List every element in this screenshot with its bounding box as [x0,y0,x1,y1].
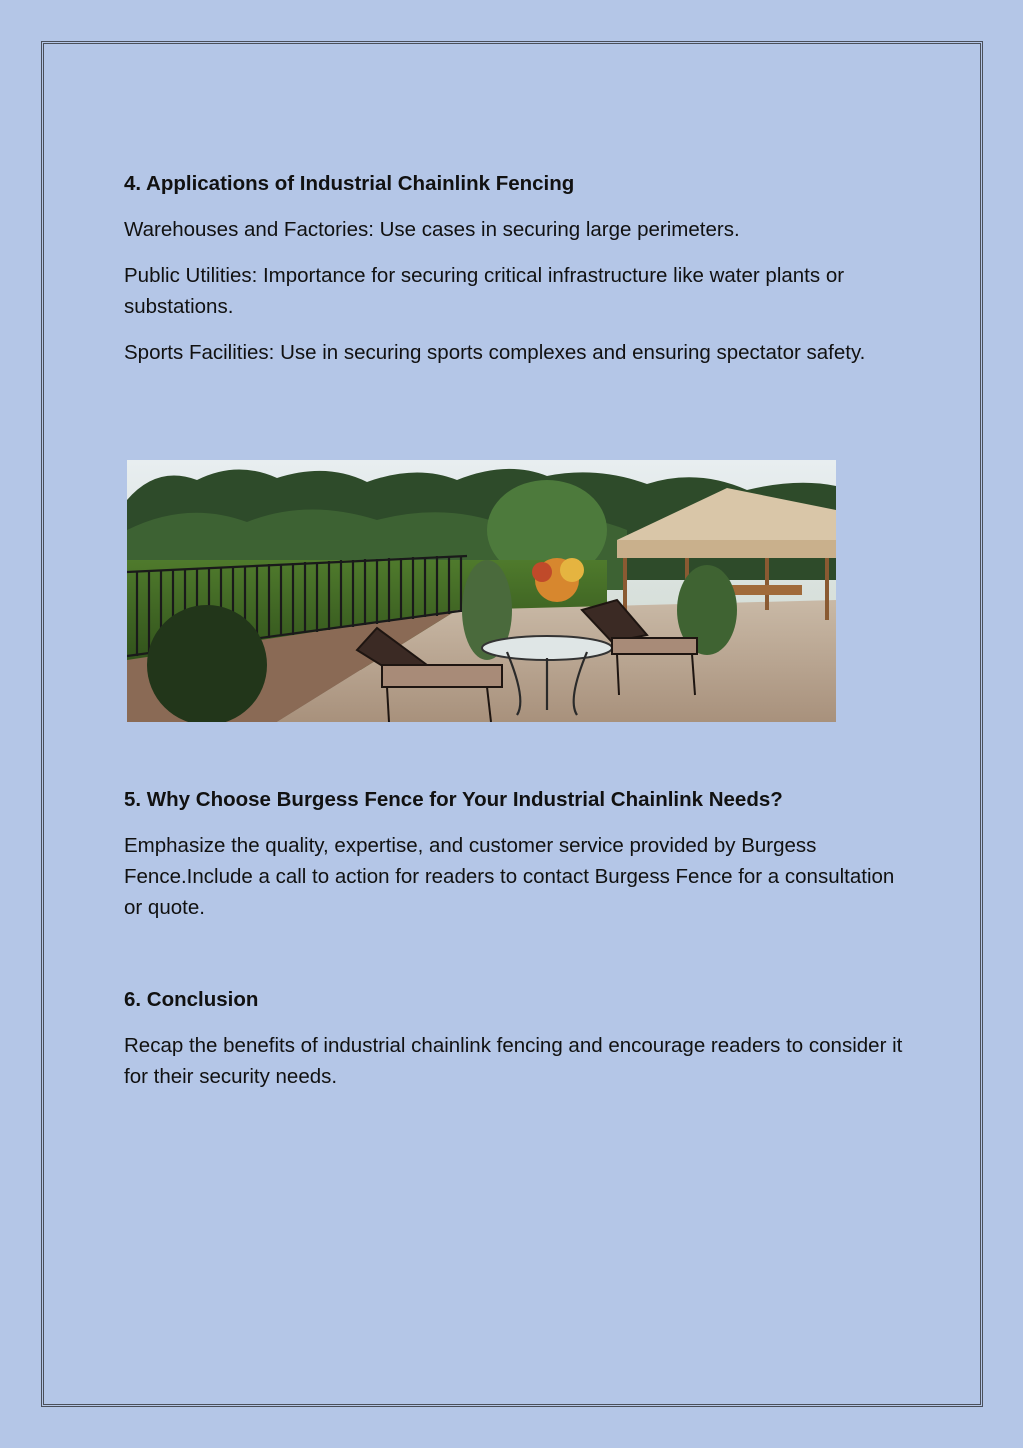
section-4-paragraph-sports: Sports Facilities: Use in securing sports complexes and ensuring spectator safety. [124,341,866,364]
section-6-heading: 6. Conclusion [124,988,259,1011]
section-4-paragraph-utilities: Public Utilities: Importance for securing critical infrastructure like water plants or substations. [124,264,845,318]
patio-fence-photo [127,460,836,722]
section-4-paragraph-warehouses: Warehouses and Factories: Use cases in securing large perimeters. [124,218,740,241]
section-5-paragraph: Emphasize the quality, expertise, and customer service provided by Burgess Fence.Include a call to action for readers to contact Burgess Fence for a consultation or quote. [124,834,895,919]
page-border-frame [41,41,983,1407]
section-6-paragraph: Recap the benefits of industrial chainlink fencing and encourage readers to consider it for their security needs. [124,1034,903,1088]
section-5-heading: 5. Why Choose Burgess Fence for Your Industrial Chainlink Needs? [124,788,783,811]
section-4-heading: 4. Applications of Industrial Chainlink Fencing [124,172,575,195]
